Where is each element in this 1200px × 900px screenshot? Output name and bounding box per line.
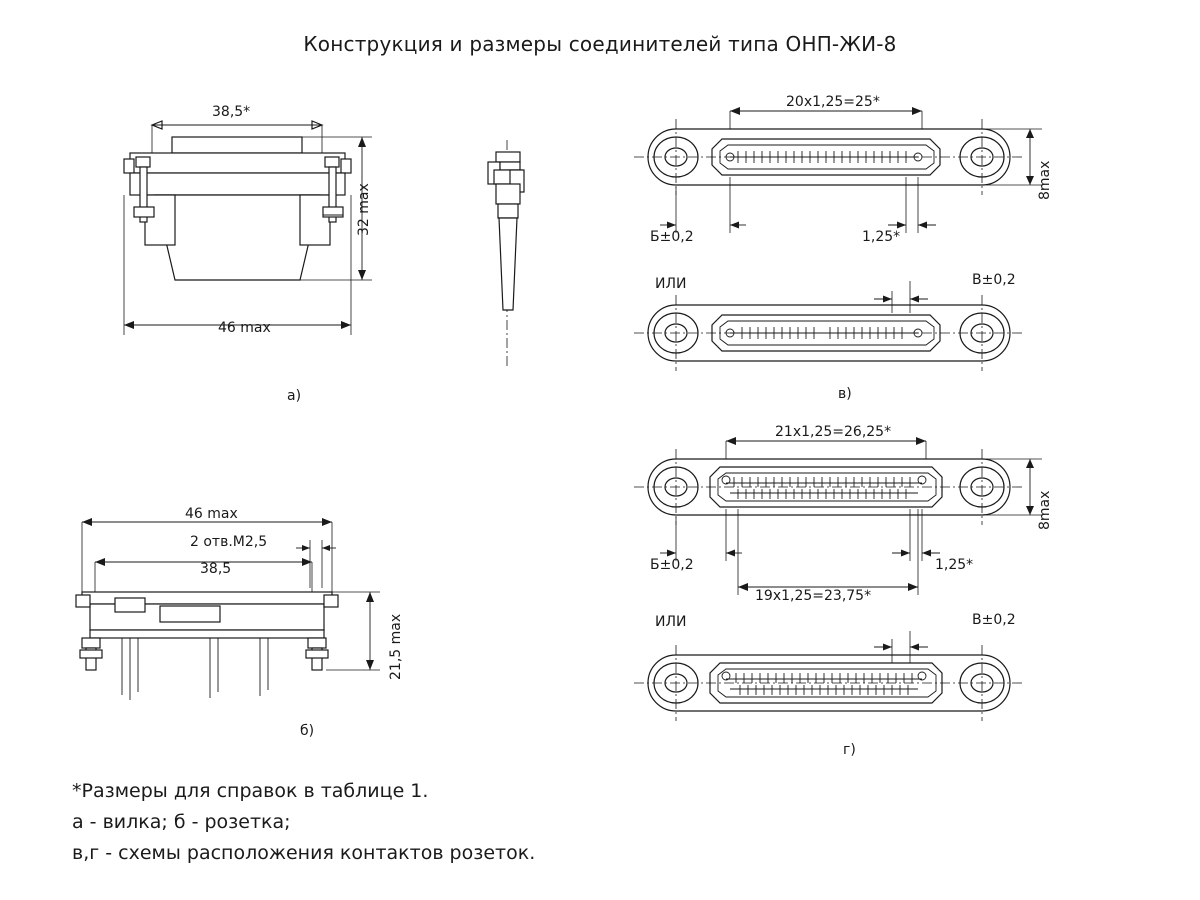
figure-g-dim-height: 8max: [1037, 490, 1053, 530]
note-line-1: *Размеры для справок в таблице 1.: [72, 780, 429, 802]
figure-v-caption: в): [838, 386, 852, 402]
figure-g-dim-pitch-bottom: 19х1,25=23,75*: [755, 588, 872, 604]
figure-g-dim-left-offset: Б±0,2: [650, 557, 694, 573]
figure-a-dim-height: 32 max: [356, 183, 372, 236]
figure-v-dim-pitch-top: 20х1,25=25*: [786, 94, 880, 110]
figure-a-drawing: [100, 95, 420, 385]
figure-v-dim-bottom-offset: В±0,2: [972, 272, 1016, 288]
figure-g-dim-pitch-top: 21х1,25=26,25*: [775, 424, 892, 440]
figure-a-side-view: [480, 140, 560, 370]
figure-v-dim-height: 8max: [1037, 160, 1053, 200]
note-line-3: в,г - схемы расположения контактов розеток.: [72, 842, 536, 864]
figure-b-dim-total-width: 46 max: [185, 506, 238, 522]
figure-g-dim-bottom-offset: В±0,2: [972, 612, 1016, 628]
figure-v-dim-right-offset: 1,25*: [862, 229, 901, 245]
figure-b-dim-height: 21,5 max: [388, 613, 404, 680]
figure-g-caption: г): [843, 742, 856, 758]
figure-v-drawing: [630, 95, 1060, 375]
figure-g-dim-right-offset: 1,25*: [935, 557, 974, 573]
figure-b-dim-holes: 2 отв.М2,5: [190, 534, 268, 550]
note-line-2: а - вилка; б - розетка;: [72, 811, 291, 833]
figure-v-or-label: ИЛИ: [655, 276, 687, 292]
figure-g-or-label: ИЛИ: [655, 614, 687, 630]
figure-a-dim-bottom-width: 46 max: [218, 320, 271, 336]
figure-a-caption: а): [287, 388, 302, 404]
figure-b-dim-inner-width: 38,5: [200, 561, 232, 577]
figure-g-drawing: [630, 425, 1060, 725]
page-title: Конструкция и размеры соединителей типа ОНП-ЖИ-8: [303, 32, 897, 56]
figure-a-dim-top-width: 38,5*: [212, 104, 251, 120]
figure-b-caption: б): [300, 723, 315, 739]
figure-v-dim-left-offset: Б±0,2: [650, 229, 694, 245]
